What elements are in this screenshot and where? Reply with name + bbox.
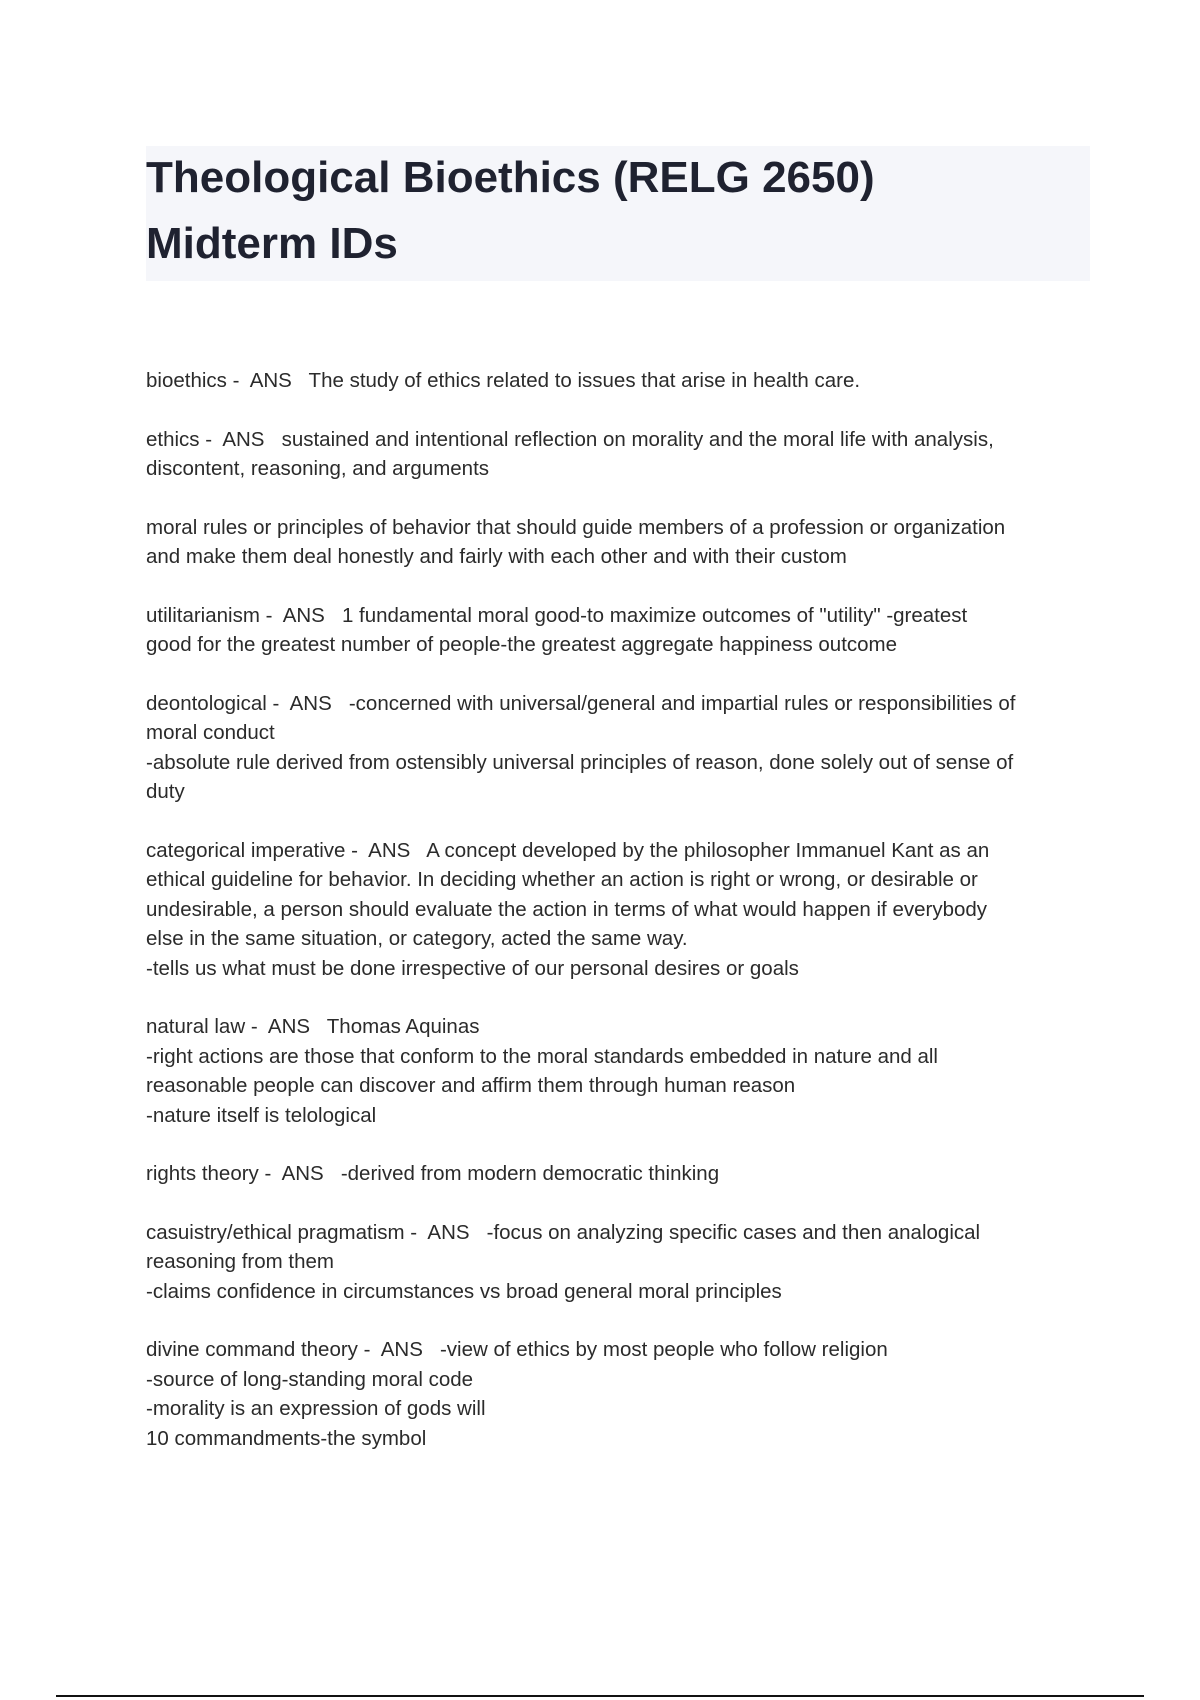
entry-line: -morality is an expression of gods will (146, 1397, 486, 1420)
term-entry-natural-law (146, 1012, 1096, 1130)
entry-line: moral conduct (146, 721, 275, 744)
page-bottom-rule (56, 1695, 1144, 1697)
entry-line: reasonable people can discover and affirm them through human reason (146, 1074, 796, 1097)
entry-line: good for the greatest number of people-the greatest aggregate happiness outcome (146, 633, 898, 656)
entry-line: undesirable, a person should evaluate the action in terms of what would happen if everybody (146, 897, 988, 921)
title-line-2: Midterm IDs (146, 219, 398, 268)
entry-line: reasoning from them (146, 1250, 335, 1273)
entry-line: 10 commandments-the symbol (146, 1426, 427, 1450)
entry-line: casuistry/ethical pragmatism - ANS -focus on analyzing specific cases and then analogical (146, 1220, 981, 1244)
entry-line: -nature itself is telological (146, 1103, 377, 1127)
entry-line: -absolute rule derived from ostensibly universal principles of reason, done solely out of sense of (146, 750, 1014, 774)
entry-line: rights theory - ANS -derived from modern democratic thinking (146, 1162, 720, 1185)
entry-line: duty (146, 780, 185, 803)
term-list (146, 366, 1096, 1482)
entry-line: categorical imperative - ANS A concept developed by the philosopher Immanuel Kant as an (146, 838, 990, 862)
entry-line: -source of long-standing moral code (146, 1367, 474, 1391)
entry-line: moral rules or principles of behavior that should guide members of a profession or organization (146, 515, 1006, 539)
entry-line: ethics - ANS sustained and intentional reflection on morality and the moral life with analysis, (146, 427, 994, 451)
entry-line: utilitarianism - ANS 1 fundamental moral good-to maximize outcomes of "utility" -greatest (146, 603, 968, 627)
entry-line: deontological - ANS -concerned with universal/general and impartial rules or responsibilities of (146, 691, 1016, 715)
term-entry-ethics (146, 425, 1096, 484)
entry-line: natural law - ANS Thomas Aquinas (146, 1015, 480, 1038)
entry-line: and make them deal honestly and fairly with each other and with their custom (146, 545, 847, 568)
entry-line: -claims confidence in circumstances vs broad general moral principles (146, 1279, 782, 1303)
term-entry-bioethics (146, 366, 1096, 396)
term-entry-moral-rules (146, 513, 1096, 572)
term-entry-categorical-imperative (146, 836, 1096, 984)
entry-line: bioethics - ANS The study of ethics related to issues that arise in health care. (146, 369, 861, 392)
entry-line: ethical guideline for behavior. In deciding whether an action is right or wrong, or desirable or (146, 868, 978, 891)
term-entry-casuistry (146, 1218, 1096, 1307)
entry-line: -right actions are those that conform to the moral standards embedded in nature and all (146, 1044, 938, 1068)
term-entry-rights-theory (146, 1159, 1096, 1189)
entry-line: divine command theory - ANS -view of ethics by most people who follow religion (146, 1338, 888, 1361)
term-entry-deontological (146, 689, 1096, 807)
document-title (146, 145, 1090, 277)
entry-line: discontent, reasoning, and arguments (146, 457, 490, 480)
entry-line: else in the same situation, or category, acted the same way. (146, 927, 688, 950)
term-entry-divine-command-theory (146, 1335, 1096, 1453)
term-entry-utilitarianism (146, 601, 1096, 660)
title-line-1: Theological Bioethics (RELG 2650) (146, 153, 875, 202)
entry-line: -tells us what must be done irrespective of our personal desires or goals (146, 956, 799, 980)
